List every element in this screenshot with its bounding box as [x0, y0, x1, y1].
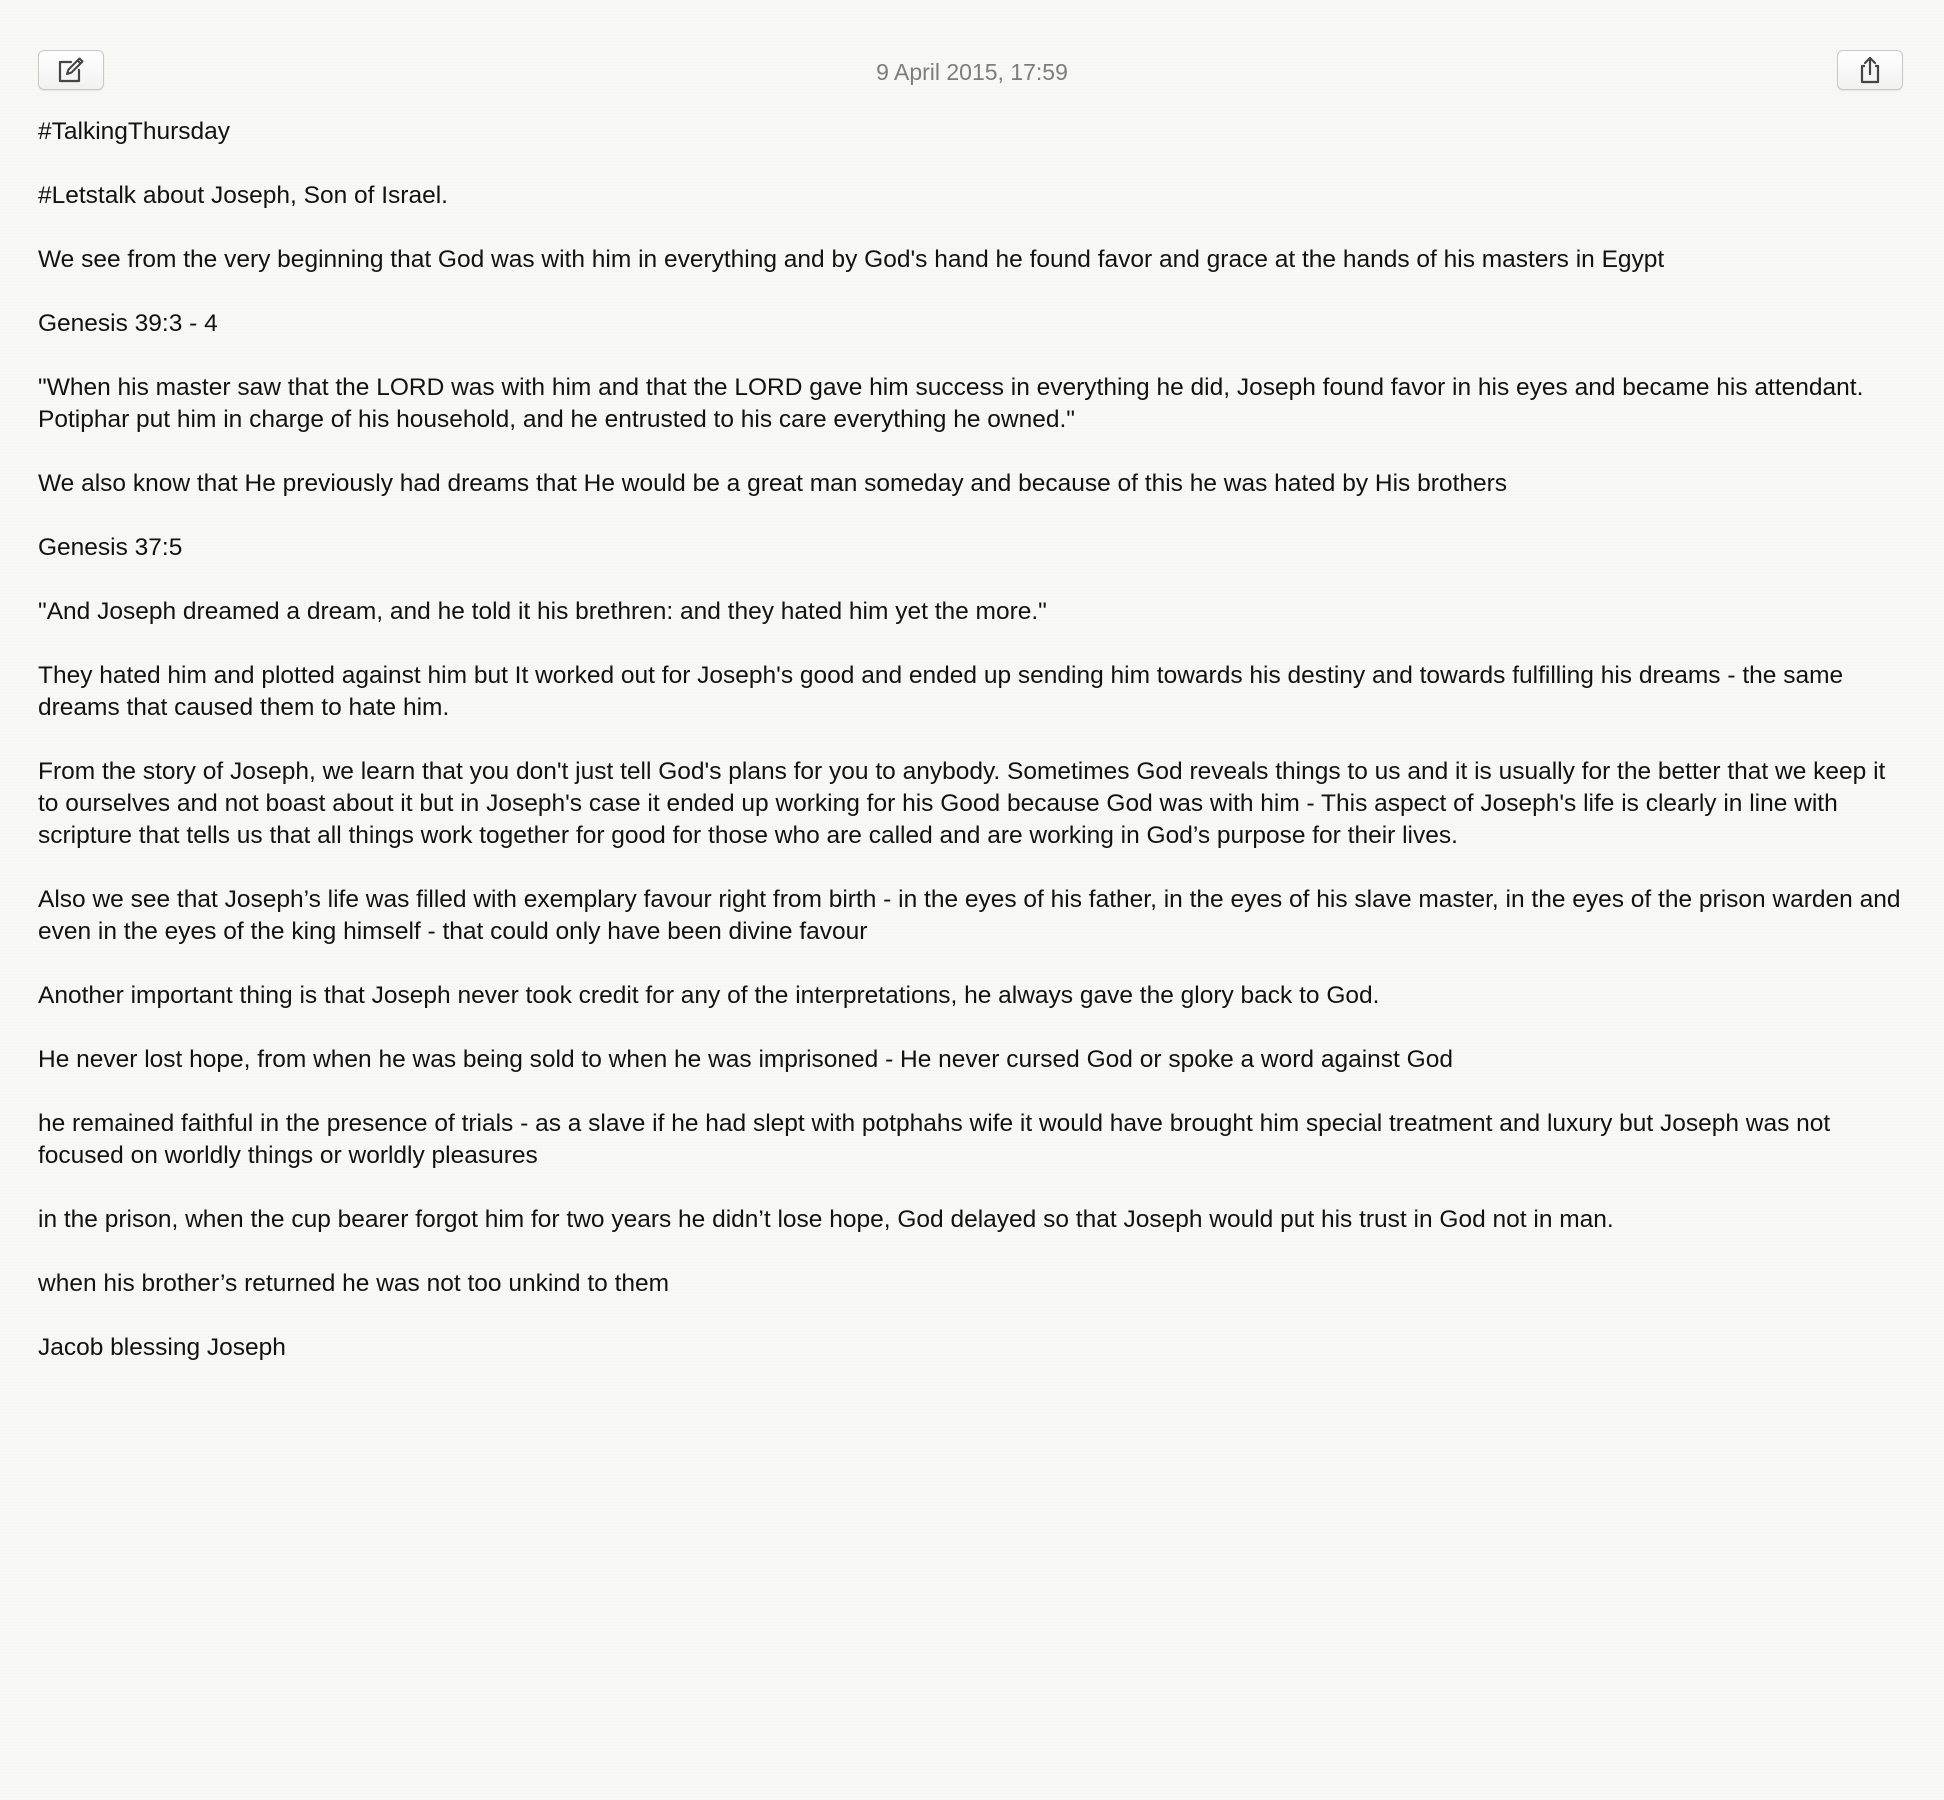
note-paragraph: We also know that He previously had dreams that He would be a great man someday and because of this he was hated by His brothers — [38, 470, 1507, 497]
note-paragraph: Genesis 37:5 — [38, 534, 183, 561]
note-paragraph: Jacob blessing Joseph — [38, 1334, 286, 1361]
note-paragraph: "When his master saw that the LORD was with him and that the LORD gave him success in everything he did, Joseph found favor in his eyes and became his attendant. Potiphar put him in charge of his household, and he entrusted to his care everything he owned." — [38, 374, 1864, 433]
note-paragraph: Genesis 39:3 - 4 — [38, 310, 218, 337]
note-paragraph: "And Joseph dreamed a dream, and he told it his brethren: and they hated him yet the more." — [38, 598, 1047, 625]
note-paragraph: in the prison, when the cup bearer forgot him for two years he didn’t lose hope, God delayed so that Joseph would put his trust in God not in man. — [38, 1206, 1614, 1233]
note-timestamp: 9 April 2015, 17:59 — [876, 59, 1068, 85]
share-icon — [1855, 55, 1885, 85]
note-paragraph: #TalkingThursday — [38, 118, 231, 145]
note-paragraph: #Letstalk about Joseph, Son of Israel. — [38, 182, 448, 209]
note-paragraph: when his brother’s returned he was not too unkind to them — [38, 1270, 670, 1297]
note-paragraph: He never lost hope, from when he was being sold to when he was imprisoned - He never cursed God or spoke a word against God — [38, 1046, 1453, 1073]
note-paragraph: Also we see that Joseph’s life was filled with exemplary favour right from birth - in the eyes of his father, in the eyes of his slave master, in the eyes of the prison warden and even in the eyes of the king himself - that could only have been divine favour — [38, 886, 1901, 945]
note-paragraph: We see from the very beginning that God was with him in everything and by God's hand he found favor and grace at the hands of his masters in Egypt — [38, 246, 1665, 273]
toolbar — [0, 0, 1944, 110]
note-body[interactable] — [38, 116, 1906, 1396]
note-paragraph: From the story of Joseph, we learn that you don't just tell God's plans for you to anybody. Sometimes God reveals things to us and it is usually for the better that we keep it to ourselves and not boast about it but in Joseph's case it ended up working for his Good because God was with him - This aspect of Joseph's life is clearly in line with scripture that tells us that all things work together for good for those who are called and are working in God’s purpose for their lives. — [38, 758, 1886, 849]
note-paragraph: Another important thing is that Joseph never took credit for any of the interpretations, he always gave the glory back to God. — [38, 982, 1380, 1009]
share-button[interactable] — [1837, 50, 1903, 90]
note-paragraph: They hated him and plotted against him but It worked out for Joseph's good and ended up sending him towards his destiny and towards fulfilling his dreams - the same dreams that caused them to hate him. — [38, 662, 1844, 721]
note-paragraph: he remained faithful in the presence of trials - as a slave if he had slept with potphahs wife it would have brought him special treatment and luxury but Joseph was not focused on worldly things or worldly pleasures — [38, 1110, 1831, 1169]
